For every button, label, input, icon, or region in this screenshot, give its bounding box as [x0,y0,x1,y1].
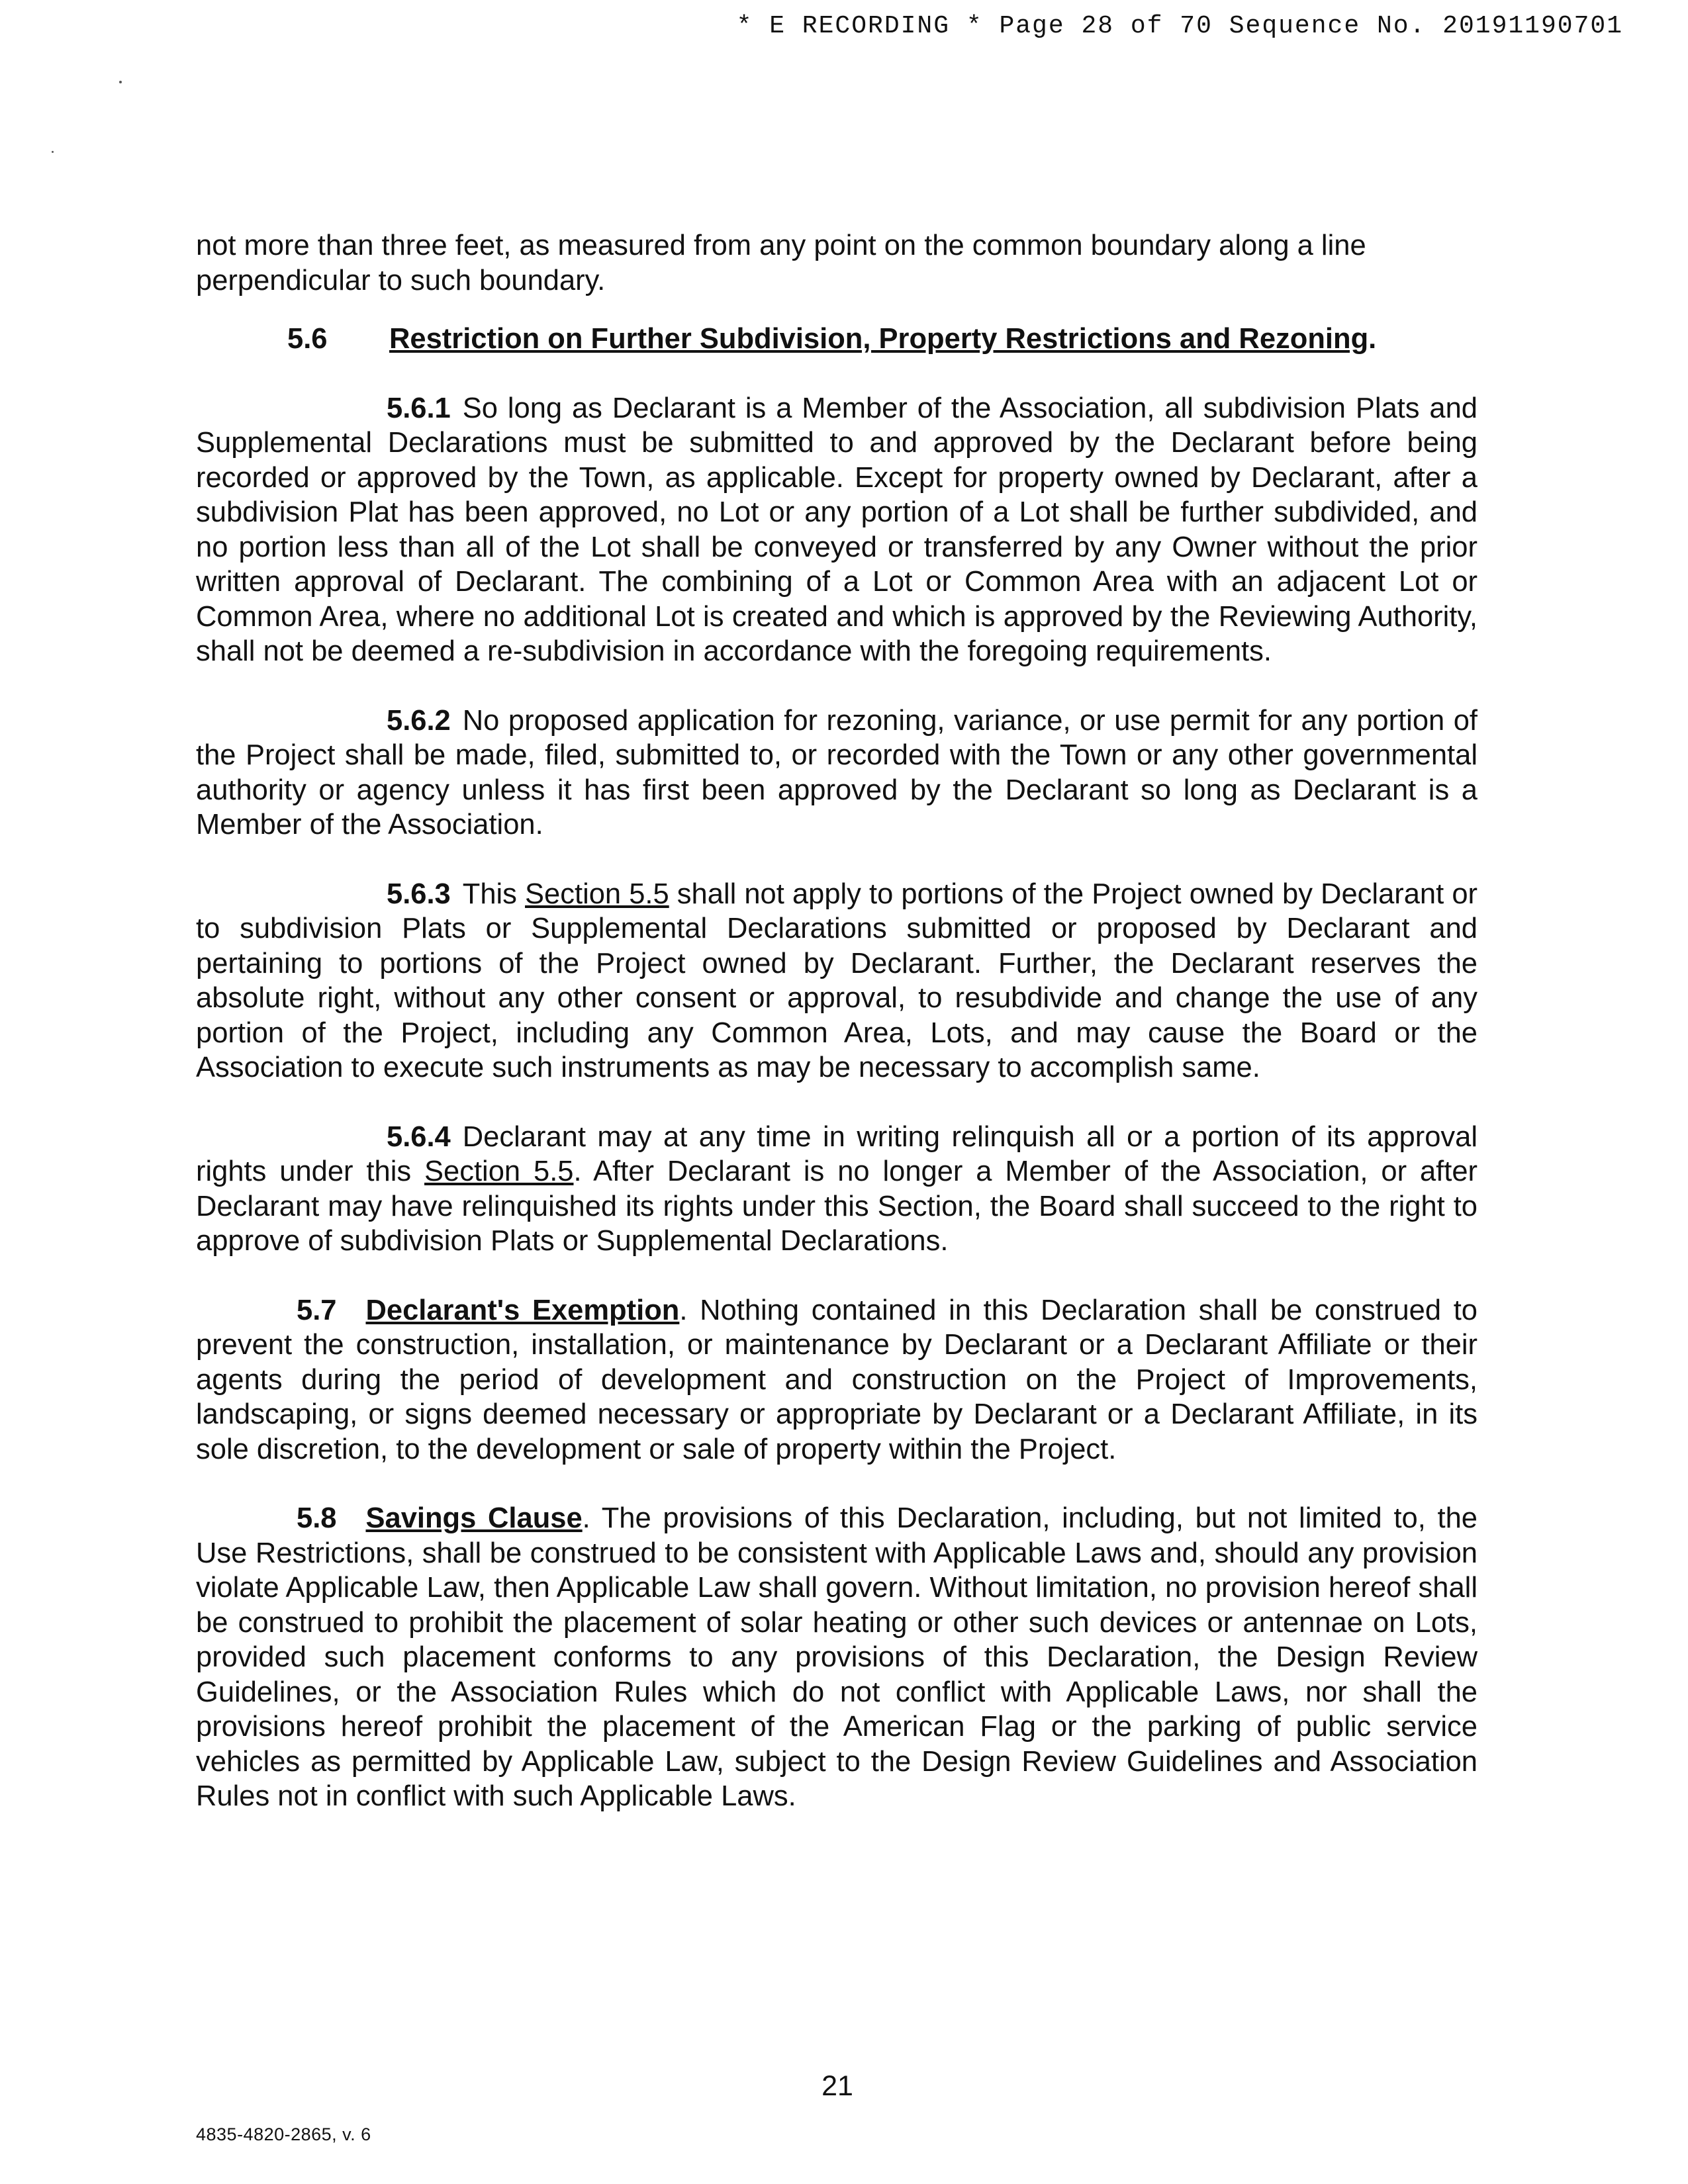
continuation-paragraph: not more than three feet, as measured from any point on the common boundary along a line perpendicular to such boundary. [196,230,1366,296]
subsection-text-after: . After Declarant is no longer a Member of the Association, or after Declarant may have relinquished its rights under this Section, the Board shall succeed to the right to approve of subdivision Plats or Supplemental Declarations. [196,1156,1478,1257]
section-title: Savings Clause [365,1502,583,1534]
section-title-period: . [1368,323,1377,355]
section-number: 5.7 [297,1294,337,1326]
scan-speck [119,81,122,83]
subsection-text: No proposed application for rezoning, variance, or use permit for any portion of the Project shall be made, filed, submitted to, or recorded with the Town or any other governmental authority or agency unless it has first been approved by the Declarant so long as Declarant is a Member of the Association. [196,704,1477,841]
section-5-6-heading [196,322,1477,357]
subsection-text-after: shall not apply to portions of the Project owned by Declarant or to subdivision Plats or Supplemental Declarations submitted or proposed by Declarant and pertaining to portions of the Project owned by Declarant. Further, the Declarant reserves the absolute right, without any other consent or approval, to resubdivide and change the use of any portion of the Project, including any Common Area, Lots, and may cause the Board or the Association to execute such instruments as may be necessary to accomplish same. [196,878,1477,1083]
section-title: Restriction on Further Subdivision, Property Restrictions and Rezoning [389,323,1369,355]
section-text: . Nothing contained in this Declaration shall be construed to prevent the construction, installation, or maintenance by Declarant or a Declarant Affiliate or their agents during the period of development and construction on the Project of Improvements, landscaping, or signs deemed necessary or appropriate by Declarant or a Declarant Affiliate, in its sole discretion, to the development or sale of property within the Project. [196,1294,1478,1465]
section-title: Declarant's Exemption [365,1294,680,1326]
subsection-number: 5.6.2 [387,704,451,737]
section-number: 5.6 [287,323,328,355]
subsection-number: 5.6.3 [387,878,451,910]
subsection-5-6-1 [196,391,1477,669]
section-5-7 [196,1293,1477,1467]
section-5-8 [196,1501,1477,1814]
section-number: 5.8 [297,1502,337,1534]
subsection-number: 5.6.4 [387,1120,451,1153]
page-number: 21 [821,2070,853,2102]
subsection-text: So long as Declarant is a Member of the Association, all subdivision Plats and Supplemental Declarations must be submitted to and approved by the Declarant before being recorded or approved by the Town, as applicable. Except for property owned by Declarant, after a subdivision Plat has been approved, no Lot or any portion of a Lot shall be further subdivided, and no portion less than all of the Lot shall be conveyed or transferred by any Owner without the prior written approval of Declarant. The combining of a Lot or Common Area with an adjacent Lot or Common Area, where no additional Lot is created and which is approved by the Reviewing Authority, shall not be deemed a re-subdivision in accordance with the foregoing requirements. [196,392,1477,667]
document-id: 4835-4820-2865, v. 6 [196,2124,371,2144]
subsection-5-6-4 [196,1120,1477,1259]
section-text: . The provisions of this Declaration, including, but not limited to, the Use Restrictions, shall be construed to be consistent with Applicable Laws and, should any provision violate Applicable Law, then Applicable Law shall govern. Without limitation, no provision hereof shall be construed to prohibit the placement of solar heating or other such devices or antennae on Lots, provided such placement conforms to any provisions of this Declaration, the Design Review Guidelines, or the Association Rules which do not conflict with Applicable Laws, nor shall the provisions hereof prohibit the placement of the American Flag or the parking of public service vehicles as permitted by Applicable Law, subject to the Design Review Guidelines and Association Rules not in conflict with such Applicable Laws. [196,1502,1477,1812]
scan-speck [52,151,54,153]
section-reference: Section 5.5 [525,878,669,910]
subsection-text-before: This [462,878,526,910]
subsection-text-before: Declarant may at any time in writing relinquish all or a portion of its approval rights under this [196,1120,1477,1187]
recording-stamp: * E RECORDING * Page 28 of 70 Sequence No. 20191190701 [736,12,1623,40]
section-reference: Section 5.5 [424,1156,574,1187]
subsection-5-6-2 [196,704,1477,842]
document-body [196,228,1477,1848]
subsection-number: 5.6.1 [387,392,451,424]
subsection-5-6-3 [196,877,1477,1085]
